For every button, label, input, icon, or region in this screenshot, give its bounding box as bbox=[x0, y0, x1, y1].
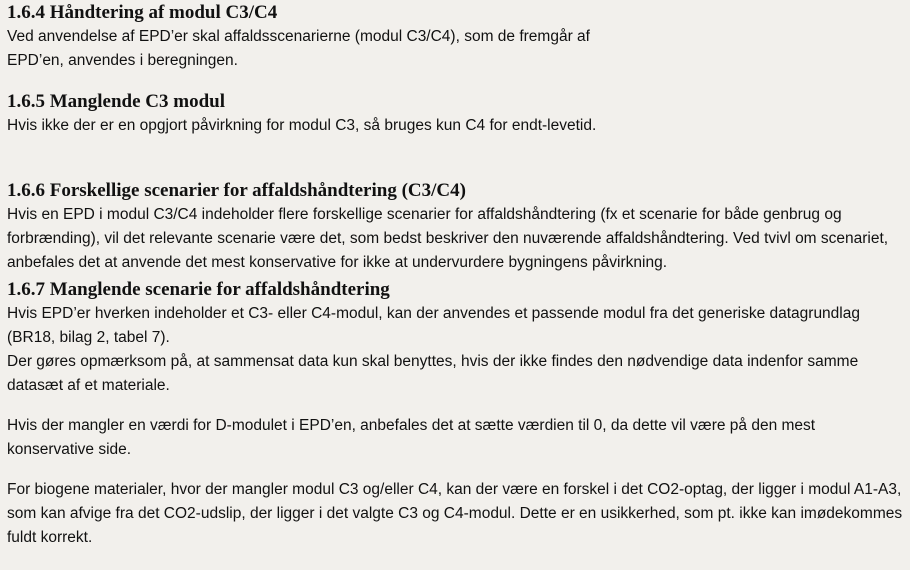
section-heading: 1.6.5 Manglende C3 modul bbox=[7, 91, 225, 112]
section-heading: 1.6.4 Håndtering af modul C3/C4 bbox=[7, 2, 278, 23]
paragraph-d-module: Hvis der mangler en værdi for D-modulet i EPD’en, anbefales det at sætte værdien til 0, da dette vil være på den mest konservative side. bbox=[7, 417, 816, 458]
section-paragraph: Hvis en EPD i modul C3/C4 indeholder flere forskellige scenarier for affaldshåndtering (fx et scenarie for både genbrug og forbrænding), vil det relevante scenarie være det, som bedst beskriver den nuværende affaldshåndtering. Ved tvivl om scenariet, anbefales det at anvende det mest konservative for ikke at undervurdere bygningens påvirkning. bbox=[7, 206, 889, 271]
paragraph-biogenic: For biogene materialer, hvor der mangler modul C3 og/eller C4, kan der være en forskel i det CO2-optag, der ligger i modul A1-A3, som kan afvige fra det CO2-udslip, der ligger i det valgte C3 og C4-modul. Dette er en usikkerhed, som pt. ikke kan imødekommes fuldt korrekt. bbox=[7, 481, 903, 546]
section-heading: 1.6.6 Forskellige scenarier for affaldshåndtering (C3/C4) bbox=[7, 180, 466, 201]
section-1-6-7 bbox=[7, 278, 903, 398]
section-1-6-4 bbox=[7, 1, 627, 73]
section-paragraph: Hvis ikke der er en opgjort påvirkning for modul C3, så bruges kun C4 for endt-levetid. bbox=[7, 117, 597, 134]
section-1-6-6 bbox=[7, 179, 903, 275]
section-1-6-5 bbox=[7, 90, 596, 138]
section-paragraph: Hvis EPD’er hverken indeholder et C3- eller C4-modul, kan der anvendes et passende modul fra det generiske datagrundlag (BR18, bilag 2, tabel 7). bbox=[7, 305, 860, 346]
section-paragraph: Ved anvendelse af EPD’er skal affaldsscenarierne (modul C3/C4), som de fremgår af EPD’en, anvendes i beregningen. bbox=[7, 28, 590, 69]
section-heading: 1.6.7 Manglende scenarie for affaldshåndtering bbox=[7, 279, 390, 300]
section-paragraph: Der gøres opmærksom på, at sammensat data kun skal benyttes, hvis der ikke findes den nødvendige data indenfor samme datasæt af et materiale. bbox=[7, 353, 859, 394]
